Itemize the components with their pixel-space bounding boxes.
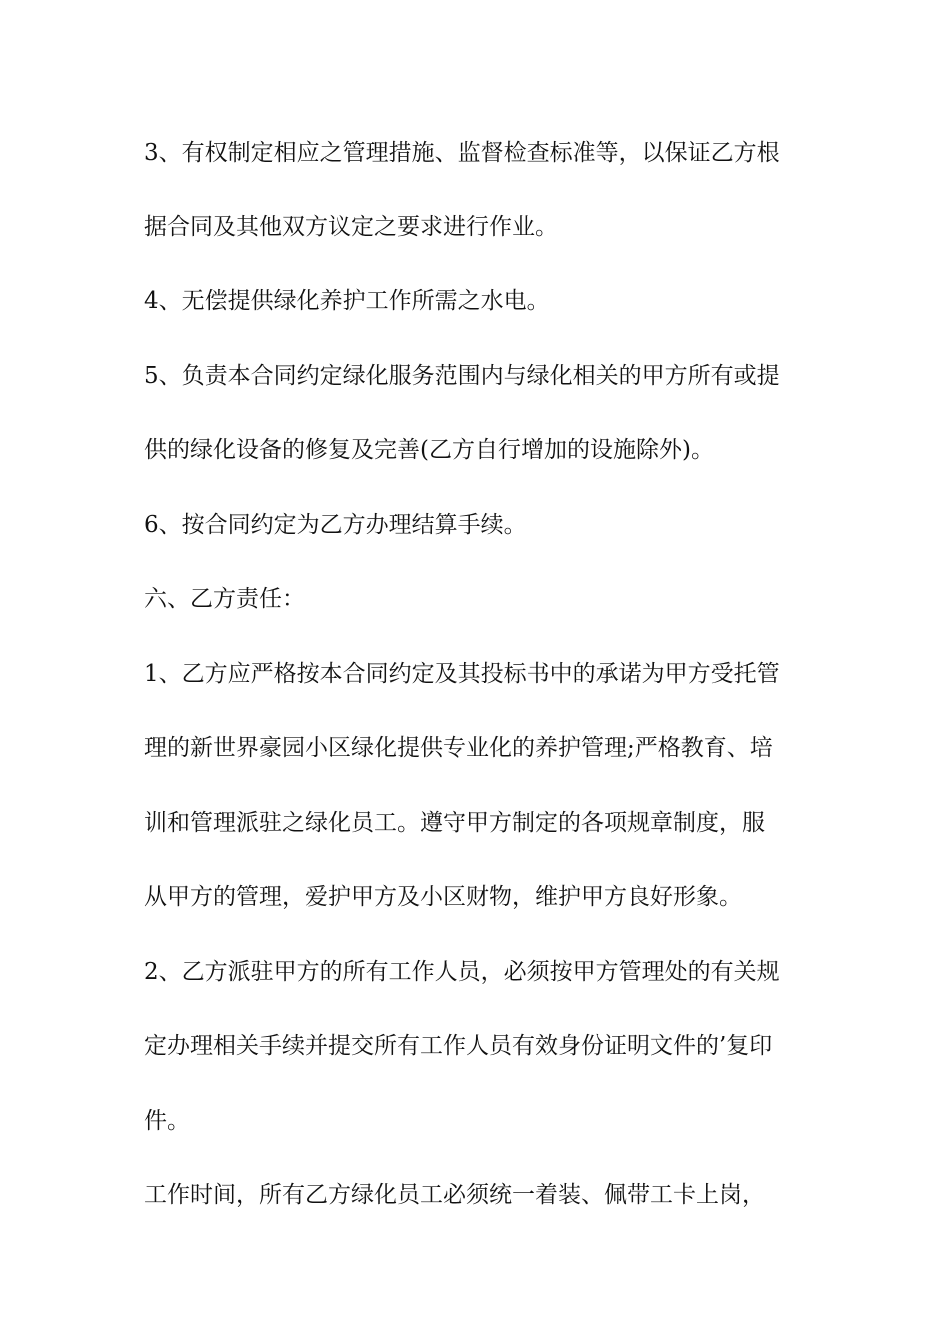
paragraph-line: 5、负责本合同约定绿化服务范围内与绿化相关的甲方所有或提 bbox=[144, 363, 780, 389]
paragraph-line: 3、有权制定相应之管理措施、监督检查标准等，以保证乙方根 bbox=[144, 140, 780, 166]
paragraph-line: 4、无偿提供绿化养护工作所需之水电。 bbox=[144, 288, 550, 314]
paragraph-line: 件。 bbox=[144, 1108, 190, 1134]
paragraph-line: 理的新世界豪园小区绿化提供专业化的养护管理;严格教育、培 bbox=[144, 735, 773, 761]
paragraph-line: 训和管理派驻之绿化员工。遵守甲方制定的各项规章制度，服 bbox=[144, 810, 765, 836]
paragraph-line: 定办理相关手续并提交所有工作人员有效身份证明文件的’复印 bbox=[144, 1033, 773, 1059]
paragraph-line: 据合同及其他双方议定之要求进行作业。 bbox=[144, 214, 558, 240]
paragraph-line: 6、按合同约定为乙方办理结算手续。 bbox=[144, 512, 527, 538]
section-heading: 六、乙方责任： bbox=[144, 586, 305, 612]
paragraph-line: 从甲方的管理，爱护甲方及小区财物，维护甲方良好形象。 bbox=[144, 884, 742, 910]
paragraph-line: 2、乙方派驻甲方的所有工作人员，必须按甲方管理处的有关规 bbox=[144, 959, 780, 985]
paragraph-line: 1、乙方应严格按本合同约定及其投标书中的承诺为甲方受托管 bbox=[144, 661, 780, 687]
paragraph-line: 供的绿化设备的修复及完善(乙方自行增加的设施除外)。 bbox=[144, 437, 714, 463]
paragraph-line: 工作时间，所有乙方绿化员工必须统一着装、佩带工卡上岗， bbox=[144, 1182, 765, 1208]
